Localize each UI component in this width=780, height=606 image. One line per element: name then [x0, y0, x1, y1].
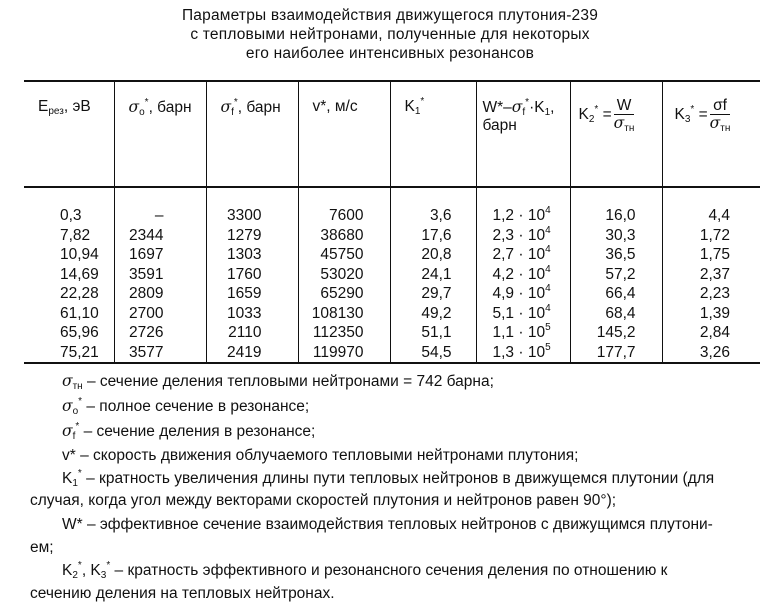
- cell-k3: 1,75: [699, 246, 730, 263]
- cell-e: 22,28: [60, 285, 99, 302]
- header-sigmaf: $\sigma_f^*$, барн: [206, 81, 298, 187]
- col-k1: [390, 187, 476, 363]
- header-velocity: v*, м/с: [298, 81, 390, 187]
- header-k1: $K_1^*$: [390, 81, 476, 187]
- note-sigmaf: $\sigma_f^*$ – сечение деления в резонансе;: [62, 421, 316, 442]
- cell-v: 65290: [320, 285, 364, 302]
- cell-sf: 2419: [227, 343, 262, 361]
- cell-k2: 57,2: [605, 265, 636, 283]
- note-velocity: v* – скорость движения облучаемого тепловыми нейтронами плутония;: [62, 447, 579, 464]
- table-title: [0, 6, 780, 63]
- cell-s0: 3591: [129, 265, 164, 283]
- cell-s0: 2809: [129, 285, 164, 302]
- cell-w: $5,1 \cdot 10^4$: [492, 302, 551, 322]
- col-k2: [570, 187, 662, 363]
- col-w: [476, 187, 570, 363]
- header-k3: $K_3^*$ = $\frac{\sigma f}{\sigma_{тн}}$: [662, 81, 760, 187]
- cell-k3: 2,84: [699, 324, 730, 341]
- cell-s0: 2726: [129, 324, 164, 341]
- col-sigmaf: [206, 187, 298, 363]
- header-w: $W*-\sigma_f^*\cdot K_1$, барн: [476, 81, 570, 187]
- cell-v: 45750: [320, 246, 364, 263]
- cell-k1: 24,1: [421, 265, 452, 283]
- cell-sf: 1279: [227, 226, 262, 244]
- note-k2k3-line2: сечению деления на тепловых нейтронах.: [30, 585, 335, 602]
- header-row: [24, 81, 760, 187]
- cell-w: $2,7 \cdot 10^4$: [492, 244, 551, 263]
- cell-k2: 30,3: [605, 226, 636, 244]
- cell-k1: 54,5: [421, 343, 452, 361]
- cell-k1: 3,6: [429, 207, 452, 224]
- cell-k1: 29,7: [421, 285, 452, 302]
- cell-sf: 1659: [227, 285, 262, 302]
- cell-e: 7,82: [60, 226, 91, 244]
- cell-v: 112350: [312, 324, 364, 341]
- note-k1-line1: $K_1^*$ – кратность увеличения длины пути тепловых нейтронов в движущемся плутонии (для: [62, 468, 715, 489]
- cell-e: 75,21: [60, 343, 99, 361]
- cell-k1: 49,2: [421, 304, 452, 322]
- cell-k1: 51,1: [421, 324, 452, 341]
- cell-w: $1,2 \cdot 10^4$: [492, 205, 551, 224]
- cell-k3: 2,37: [699, 265, 730, 283]
- header-sigma0: $\sigma_o^*$, барн: [114, 81, 206, 187]
- cell-s0: 2700: [129, 304, 164, 322]
- cell-k2: 177,7: [596, 343, 636, 361]
- cell-k3: 1,39: [699, 304, 730, 322]
- cell-k1: 20,8: [421, 246, 452, 263]
- cell-v: 38680: [320, 226, 364, 244]
- header-e-res: $E_{рез}$, эВ: [24, 81, 114, 187]
- cell-w: $1,3 \cdot 10^5$: [492, 341, 551, 361]
- col-k3: [662, 187, 760, 363]
- cell-s0: –: [154, 207, 164, 224]
- cell-k3: 2,23: [699, 285, 730, 302]
- title-line-2: с тепловыми нейтронами, полученные для некоторых: [190, 26, 590, 43]
- cell-v: 53020: [320, 265, 364, 283]
- cell-v: 7600: [329, 207, 364, 224]
- data-body: [24, 187, 760, 363]
- cell-s0: 2344: [129, 226, 164, 244]
- title-line-1: Параметры взаимодействия движущегося плутония-239: [181, 7, 599, 24]
- note-sigma-th: $\sigma_{тн}$ – сечение деления тепловыми нейтронами = 742 барна;: [62, 372, 494, 392]
- cell-s0: 1697: [129, 246, 164, 263]
- note-w-line2: ем;: [30, 539, 54, 556]
- col-e-res: [24, 187, 114, 363]
- title-line-3: его наиболее интенсивных резонансов: [245, 45, 535, 62]
- cell-s0: 3577: [129, 343, 164, 361]
- cell-w: $4,9 \cdot 10^4$: [492, 283, 551, 302]
- cell-v: 108130: [311, 304, 364, 322]
- cell-e: 0,3: [60, 207, 82, 224]
- cell-k2: 68,4: [605, 304, 636, 322]
- cell-k3: 4,4: [708, 207, 730, 224]
- note-k1-line2: случая, когда угол между векторами скоростей плутония и нейтронов равен 90°);: [30, 492, 617, 509]
- cell-v: 119970: [312, 343, 364, 361]
- note-sigma0: $\sigma_o^*$ – полное сечение в резонансе;: [62, 396, 310, 417]
- cell-k3: 1,72: [699, 226, 730, 244]
- cell-k2: 145,2: [596, 324, 636, 341]
- cell-k3: 3,26: [699, 343, 730, 361]
- header-k2: $K_2^*$ = $\frac{W}{\sigma_{тн}}$: [570, 81, 662, 187]
- cell-sf: 2110: [228, 324, 262, 341]
- cell-k2: 66,4: [605, 285, 636, 302]
- cell-e: 10,94: [60, 246, 99, 263]
- resonance-parameters-table: [24, 80, 760, 364]
- cell-w: $4,2 \cdot 10^4$: [492, 263, 551, 283]
- cell-sf: 3300: [227, 207, 262, 224]
- cell-k1: 17,6: [421, 226, 452, 244]
- note-w-line1: W* – эффективное сечение взаимодействия тепловых нейтронов с движущимся плутони-: [62, 516, 713, 533]
- cell-e: 61,10: [60, 304, 99, 322]
- cell-e: 65,96: [60, 324, 99, 341]
- cell-w: $2,3 \cdot 10^4$: [492, 224, 551, 244]
- cell-w: $1,1 \cdot 10^5$: [492, 322, 551, 341]
- cell-k2: 36,5: [605, 246, 636, 263]
- cell-sf: 1033: [227, 304, 262, 322]
- note-k2k3-line1: $K_2^*$, $K_3^*$ – кратность эффективного и резонансного сечения деления по отношению к: [62, 560, 668, 581]
- cell-sf: 1760: [227, 265, 262, 283]
- col-sigma0: [114, 187, 206, 363]
- col-velocity: [298, 187, 390, 363]
- cell-sf: 1303: [227, 246, 262, 263]
- cell-e: 14,69: [60, 265, 99, 283]
- cell-k2: 16,0: [605, 207, 636, 224]
